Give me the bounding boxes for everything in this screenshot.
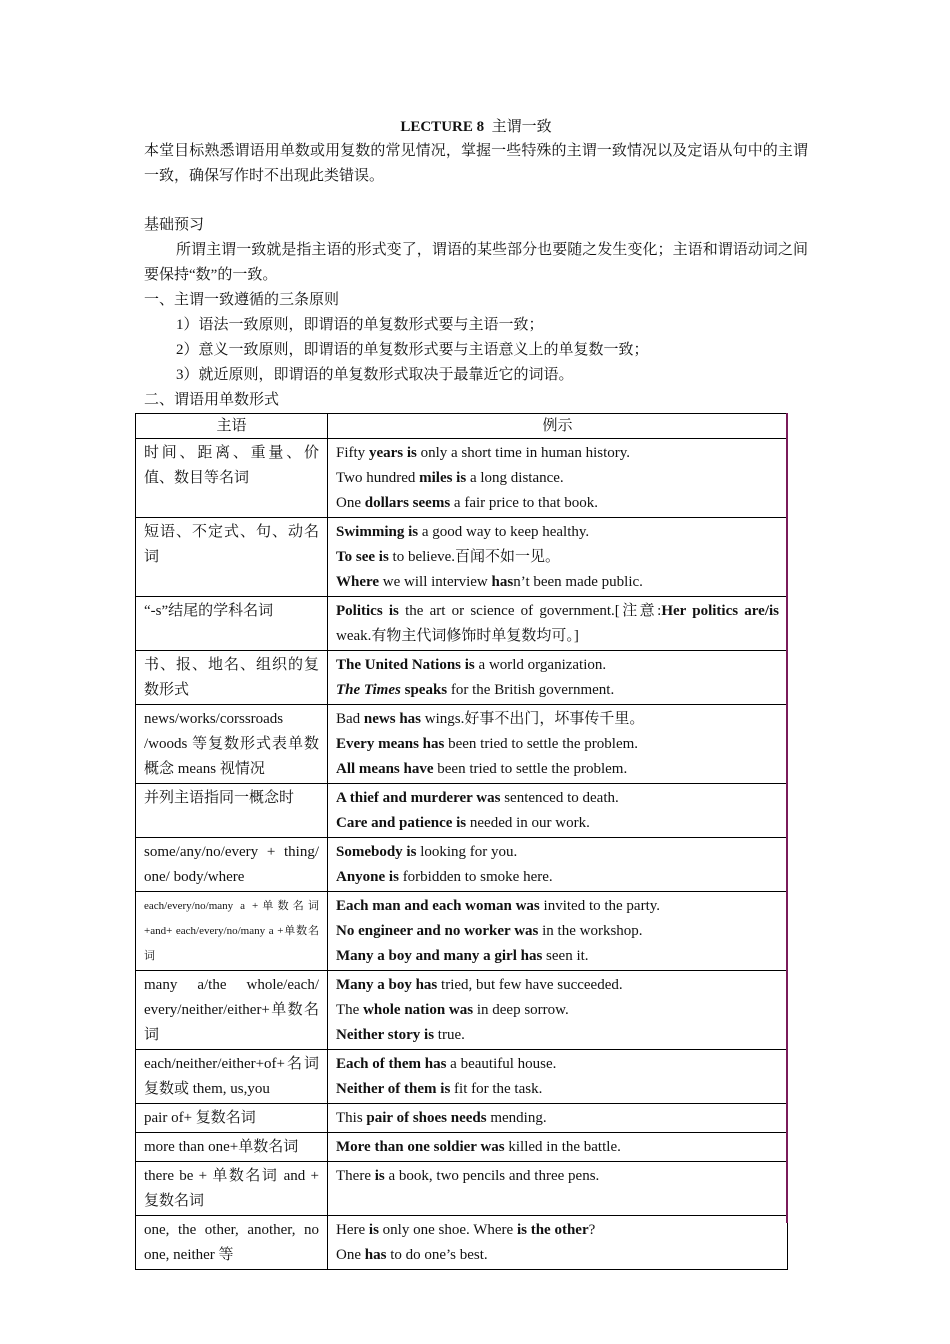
table-row <box>136 1216 788 1270</box>
plain-text: in deep sorrow. <box>473 1002 569 1018</box>
example-cell <box>328 784 788 838</box>
subject-cell: 短语、不定式、句、动名词 <box>136 518 328 597</box>
margin-bar <box>786 413 788 1223</box>
emphasized-text: No engineer and no worker was <box>336 923 539 939</box>
plain-text: to do one’s best. <box>386 1247 488 1263</box>
example-sentence <box>336 944 779 969</box>
table-row <box>136 705 788 784</box>
rule-2: 2）意义一致原则，即谓语的单复数形式要与主语意义上的单复数一致； <box>176 342 649 358</box>
example-sentence <box>336 1052 779 1077</box>
section2-heading: 二、谓语用单数形式 <box>144 392 280 408</box>
emphasized-text: years is <box>368 445 417 461</box>
emphasized-text: The United Nations is <box>336 657 475 673</box>
header-subject: 主语 <box>136 414 328 439</box>
example-sentence <box>336 1077 779 1102</box>
plain-text: forbidden to smoke here. <box>398 869 553 885</box>
plain-text: a fair price to that book. <box>450 495 599 511</box>
plain-text: Fifty <box>336 445 369 461</box>
plain-text: looking for you. <box>416 844 518 860</box>
table-row <box>136 892 788 971</box>
emphasized-text: Every means has <box>336 736 445 752</box>
plain-text: a beautiful house. <box>446 1056 557 1072</box>
emphasized-text: To see is <box>336 549 389 565</box>
example-sentence <box>336 1218 779 1243</box>
emphasized-text: Politics is <box>336 603 399 619</box>
page-title <box>144 116 808 138</box>
subject-cell: news/works/corssroads /woods 等复数形式表单数概念 means 视情况 <box>136 705 328 784</box>
plain-text: a book, two pencils and three pens. <box>384 1168 600 1184</box>
subject-cell: 时间、距离、重量、价值、数目等名词 <box>136 439 328 518</box>
emphasized-text: Many a boy and many a girl has <box>336 948 543 964</box>
table-row <box>136 784 788 838</box>
plain-text: needed in our work. <box>466 815 590 831</box>
plain-text: true. <box>434 1027 465 1043</box>
example-cell <box>328 971 788 1050</box>
plain-text: we will interview <box>379 574 492 590</box>
section1-heading: 一、主谓一致遵循的三条原则 <box>144 292 340 308</box>
emphasized-text: A thief and murderer was <box>336 790 501 806</box>
plain-text: only a short time in human history. <box>416 445 631 461</box>
plain-text: One <box>336 495 365 511</box>
singular-verb-table <box>135 413 788 1270</box>
emphasized-text: Anyone is <box>336 869 399 885</box>
plain-text: only one shoe. Where <box>378 1222 517 1238</box>
subject-cell: each/every/no/many a +单数名词 +and+ each/every/no/many a +单数名词 <box>136 892 328 971</box>
plain-text: wings.好事不出门，坏事传千里。 <box>421 711 645 727</box>
example-sentence <box>336 653 779 678</box>
header-examples: 例示 <box>328 414 788 439</box>
example-cell <box>328 1133 788 1162</box>
plain-text: One <box>336 1247 365 1263</box>
plain-text: killed in the battle. <box>504 1139 621 1155</box>
example-sentence <box>336 1106 779 1131</box>
plain-text: to believe.百闻不如一见。 <box>388 549 561 565</box>
emphasized-text: The Times <box>336 682 401 698</box>
emphasized-text: is <box>368 1222 379 1238</box>
emphasized-text: speaks <box>400 682 448 698</box>
example-sentence <box>336 520 779 545</box>
emphasized-text: is <box>374 1168 385 1184</box>
emphasized-text: has <box>364 1247 387 1263</box>
example-sentence <box>336 1164 779 1189</box>
emphasized-text: miles is <box>419 470 467 486</box>
table-row <box>136 597 788 651</box>
table-row <box>136 1162 788 1216</box>
emphasized-text: news has <box>363 711 422 727</box>
title-chinese: 主谓一致 <box>491 119 552 135</box>
example-cell <box>328 838 788 892</box>
plain-text: fit for the task. <box>450 1081 543 1097</box>
plain-text: mending. <box>486 1110 547 1126</box>
plain-text: in the workshop. <box>538 923 643 939</box>
table-row <box>136 518 788 597</box>
table-header-row <box>136 414 788 439</box>
subject-cell: 并列主语指同一概念时 <box>136 784 328 838</box>
emphasized-text: Neither of them is <box>336 1081 451 1097</box>
subject-cell: more than one+单数名词 <box>136 1133 328 1162</box>
plain-text: ? <box>588 1222 596 1238</box>
emphasized-text: Neither story is <box>336 1027 435 1043</box>
subject-cell: some/any/no/every + thing/ one/ body/where <box>136 838 328 892</box>
plain-text: for the British government. <box>447 682 615 698</box>
emphasized-text: More than one soldier was <box>336 1139 505 1155</box>
example-sentence <box>336 757 779 782</box>
example-sentence <box>336 570 779 595</box>
example-sentence <box>336 811 779 836</box>
emphasized-text: Care and patience is <box>336 815 467 831</box>
example-sentence <box>336 466 779 491</box>
plain-text: This <box>336 1110 367 1126</box>
lesson-goal: 本堂目标熟悉谓语用单数或用复数的常见情况，掌握一些特殊的主谓一致情况以及定语从句中的主谓一致，确保写作时不出现此类错误。 <box>144 143 808 184</box>
table-row <box>136 971 788 1050</box>
rule-3: 3）就近原则，即谓语的单复数形式取决于最靠近它的词语。 <box>176 367 574 383</box>
table-row <box>136 1133 788 1162</box>
plain-text: invited to the party. <box>539 898 661 914</box>
example-cell <box>328 518 788 597</box>
example-sentence <box>336 1023 779 1048</box>
example-cell <box>328 597 788 651</box>
plain-text: There <box>336 1168 375 1184</box>
example-sentence <box>336 1243 779 1268</box>
subject-cell: one, the other, another, no one, neither 等 <box>136 1216 328 1270</box>
subject-cell: 书、报、地名、组织的复数形式 <box>136 651 328 705</box>
rule-1: 1）语法一致原则，即谓语的单复数形式要与主语一致； <box>176 317 544 333</box>
plain-text: n’t been made public. <box>513 574 643 590</box>
example-sentence <box>336 894 779 919</box>
example-cell <box>328 651 788 705</box>
table-row <box>136 651 788 705</box>
emphasized-text: dollars seems <box>364 495 451 511</box>
emphasized-text: Somebody is <box>336 844 417 860</box>
table-row <box>136 1104 788 1133</box>
example-cell <box>328 892 788 971</box>
plain-text: tried, but few have succeeded. <box>437 977 623 993</box>
plain-text: a long distance. <box>466 470 564 486</box>
plain-text: a good way to keep healthy. <box>418 524 590 540</box>
example-sentence <box>336 545 779 570</box>
example-cell <box>328 1216 788 1270</box>
emphasized-text: Many a boy has <box>336 977 438 993</box>
plain-text: seen it. <box>542 948 589 964</box>
plain-text: Here <box>336 1222 369 1238</box>
table-row <box>136 1050 788 1104</box>
emphasized-text: Swimming is <box>336 524 419 540</box>
example-sentence <box>336 840 779 865</box>
example-sentence <box>336 491 779 516</box>
subject-cell: many a/the whole/each/ every/neither/either+单数名词 <box>136 971 328 1050</box>
subject-cell: pair of+ 复数名词 <box>136 1104 328 1133</box>
plain-text: The <box>336 1002 364 1018</box>
subject-cell: there be + 单数名词 and + 复数名词 <box>136 1162 328 1216</box>
plain-text: weak.有物主代词修饰时单复数均可。] <box>336 628 579 644</box>
emphasized-text: Her politics are/is <box>661 603 779 619</box>
preview-intro: 所谓主谓一致就是指主语的形式变了，谓语的某些部分也要随之发生变化；主语和谓语动词之间要保持“数”的一致。 <box>144 242 808 283</box>
example-cell <box>328 1104 788 1133</box>
example-sentence <box>336 1135 779 1160</box>
example-sentence <box>336 707 779 732</box>
example-sentence <box>336 865 779 890</box>
preview-heading: 基础预习 <box>144 217 205 233</box>
example-sentence <box>336 786 779 811</box>
plain-text: Bad <box>336 711 364 727</box>
example-sentence <box>336 919 779 944</box>
table-row <box>136 838 788 892</box>
plain-text: Two hundred <box>336 470 420 486</box>
emphasized-text: All means have <box>336 761 434 777</box>
example-sentence <box>336 599 779 649</box>
example-sentence <box>336 441 779 466</box>
emphasized-text: Each of them has <box>336 1056 447 1072</box>
table-row <box>136 439 788 518</box>
plain-text: been tried to settle the problem. <box>433 761 628 777</box>
example-cell <box>328 439 788 518</box>
plain-text: sentenced to death. <box>500 790 619 806</box>
example-cell <box>328 1162 788 1216</box>
emphasized-text: has <box>491 574 514 590</box>
plain-text: a world organization. <box>474 657 607 673</box>
example-sentence <box>336 973 779 998</box>
table-body <box>136 439 788 1270</box>
plain-text: been tried to settle the problem. <box>444 736 639 752</box>
example-cell <box>328 1050 788 1104</box>
example-sentence <box>336 998 779 1023</box>
title-english: LECTURE 8 <box>400 119 485 135</box>
emphasized-text: is the other <box>516 1222 589 1238</box>
subject-cell: each/neither/either+of+名词复数或 them, us,you <box>136 1050 328 1104</box>
emphasized-text: Each man and each woman was <box>336 898 540 914</box>
emphasized-text: whole nation was <box>363 1002 474 1018</box>
example-sentence <box>336 678 779 703</box>
emphasized-text: Where <box>336 574 380 590</box>
subject-cell: “-s”结尾的学科名词 <box>136 597 328 651</box>
document-body <box>144 116 808 413</box>
example-cell <box>328 705 788 784</box>
plain-text: the art or science of government.[注意: <box>398 603 662 619</box>
emphasized-text: pair of shoes needs <box>366 1110 487 1126</box>
example-sentence <box>336 732 779 757</box>
